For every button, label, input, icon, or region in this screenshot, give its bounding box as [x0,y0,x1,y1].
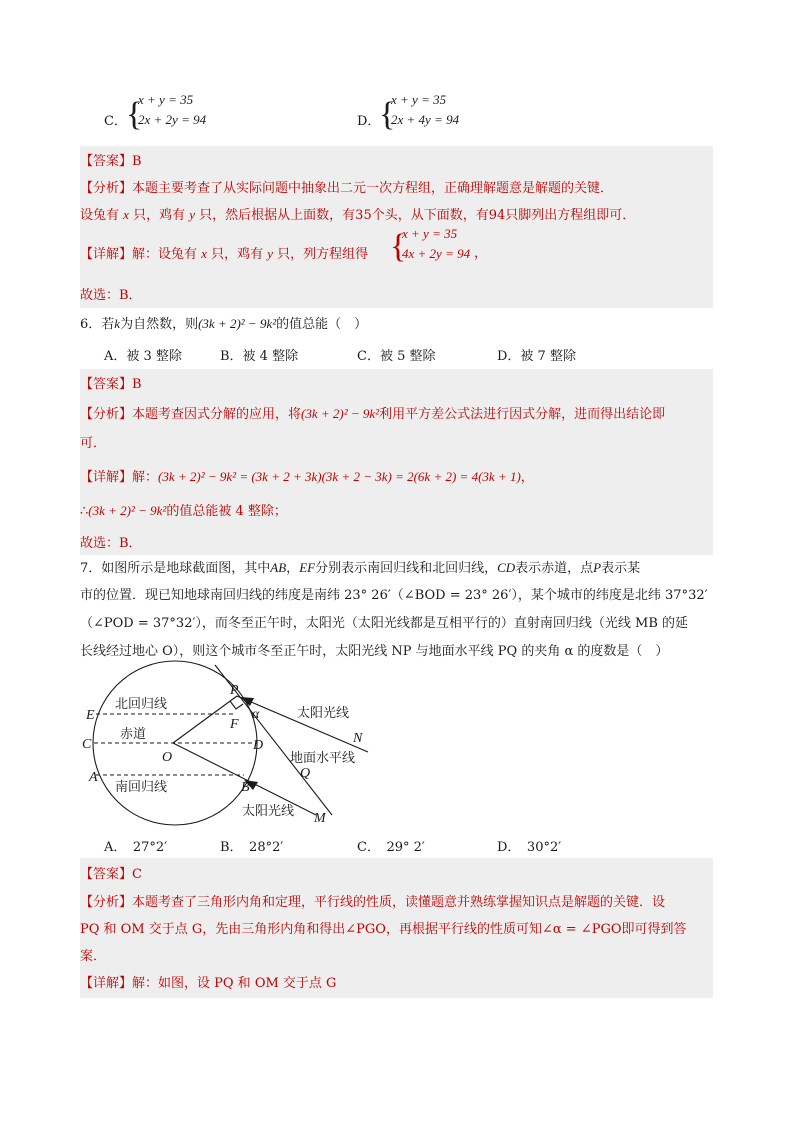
text: 表示某 [601,561,641,576]
detail-tag: 【详解】 [80,247,133,262]
q5-analysis [80,177,613,196]
q6-option-c[interactable]: C．被 5 整除 [357,349,436,364]
text: 的值总能（ ） [276,317,368,332]
var-y: y [267,246,274,261]
text: 解：设兔有 [132,247,198,262]
var-x: x [201,246,207,261]
option-label: D． [357,114,381,129]
text-sun-ray-top: 太阳光线 [297,706,350,721]
segment-ef: EF [299,560,316,575]
q6-therefore [80,500,287,519]
segment-ab: AB [270,560,287,575]
detail-tag: 【详解】 [80,976,133,991]
answer-value: B [132,154,142,169]
equation-2: 4x + 2y = 94 [402,246,471,261]
text: ， [520,470,534,485]
label-d: D [253,738,264,753]
text-north-tropic: 北回归线 [115,697,168,712]
math-expression: (3k + 2)² − 9k² = (3k + 2 + 3k)(3k + 2 − 3k) = 2(6k + 2) = 4(3k + 1) [158,469,521,484]
analysis-tag: 【分析】 [80,895,133,910]
equation-2: 2x + 2y = 94 [138,112,207,127]
answer-tag: 【答案】 [80,377,133,392]
analysis-tag: 【分析】 [80,181,133,196]
q6-analysis-line2: 可． [80,436,107,451]
text: 表示赤道，点 [515,561,594,576]
text: 只脚列出方程组即可． [505,208,636,223]
q7-detail [80,972,336,991]
q6-solution-band [80,369,713,555]
q7-stem-line1 [80,557,640,576]
text: ， [286,561,300,576]
q6-conclusion: 故选：B． [80,536,142,551]
point-p: P [593,560,602,575]
text: 个头，从下面数，有 [371,208,489,223]
label-alpha: α [252,707,260,722]
q5-conclusion: 故选：B． [80,288,142,303]
label-p: P [230,683,239,698]
text: 利用平方差公式法进行因式分解，进而得出结论即 [379,407,666,422]
equation-1: x + y = 35 [138,92,194,107]
equation-1: x + y = 35 [402,226,458,241]
number: 94 [488,208,506,223]
analysis-tag: 【分析】 [80,407,133,422]
text: 的值总能被 4 整除； [166,504,287,519]
brace-glyph: { [126,96,143,133]
label-q: Q [300,766,311,781]
q5-solution-band [80,146,713,308]
text: 解： [132,470,159,485]
answer-tag: 【答案】 [80,867,133,882]
brace-glyph: { [379,96,396,133]
equation-system [379,92,460,133]
q7-answer [80,863,142,882]
text-equator: 赤道 [120,727,147,742]
q7-option-c[interactable]: C． 29° 2′ [357,840,425,855]
text: 只，列方程组得 [277,247,369,262]
number: 35 [355,208,372,223]
q7-stem-line3: （∠POD = 37°32′），而冬至正午时，太阳光（太阳光线都是互相平行的）直射南回归线（光线 MB 的延 [80,616,689,631]
q6-analysis [80,403,665,422]
q7-analysis [80,891,665,910]
segment-cd: CD [497,560,516,575]
text: 解：如图，设 PQ 和 OM 交于点 G [132,976,337,991]
answer-value: C [132,867,142,882]
var-x: x [123,207,129,222]
text-ground-line: 地面水平线 [290,751,356,766]
detail-tag: 【详解】 [80,470,133,485]
text: 只，然后根据从上面数，有 [199,208,356,223]
text: 为自然数，则 [120,317,199,332]
label-e: E [86,708,95,723]
q7-option-d[interactable]: D． 30°2′ [497,840,562,855]
math-expression: (3k + 2)² − 9k² [198,316,277,331]
equation-1: x + y = 35 [391,92,447,107]
line-op [173,696,237,743]
label-a: A [89,770,98,785]
q6-option-a[interactable]: A．被 3 整除 [104,349,182,364]
earth-section-figure [80,660,380,830]
q5-detail-system [390,226,488,265]
text-south-tropic: 南回归线 [115,780,168,795]
text: 只，鸡有 [133,208,186,223]
q7-stem-line2: 市的位置．现已知地球南回归线的纬度是南纬 23° 26′（∠BOD = 23° 26′），某个城市的纬度是北纬 37°32′ [80,588,708,603]
equation-2: 2x + 4y = 94 [391,112,460,127]
q5-detail [80,243,368,262]
text: 设兔有 [80,208,120,223]
text: 本题考查因式分解的应用，将 [132,407,302,422]
var-y: y [189,207,196,222]
label-m: M [314,811,326,826]
text: 7．如图所示是地球截面图，其中 [80,561,271,576]
therefore-symbol: ∴ [80,504,89,519]
analysis-text: 本题主要考查了从实际问题中抽象出二元一次方程组，正确理解题意是解题的关键． [132,181,614,196]
q6-detail [80,466,534,485]
q7-analysis-line2: PQ 和 OM 交于点 G，先由三角形内角和得出∠PGO，再根据平行线的性质可知∠α = ∠PGO即可得到答 [80,922,687,937]
q6-option-d[interactable]: D．被 7 整除 [497,349,576,364]
label-n: N [353,731,363,746]
q7-option-b[interactable]: B． 28°2′ [220,840,284,855]
label-o: O [162,750,173,765]
q6-stem [80,313,367,332]
text-sun-ray-bottom: 太阳光线 [242,804,295,819]
right-angle-mark [230,701,243,709]
q7-stem-line4: 长线经过地心 O），则这个城市冬至正午时，太阳光线 NP 与地面水平线 PQ 的夹角 α 的度数是（ ） [80,644,669,659]
answer-tag: 【答案】 [80,154,133,169]
q6-option-b[interactable]: B．被 4 整除 [220,349,299,364]
math-expression: (3k + 2)² − 9k² [88,503,167,518]
answer-value: B [132,377,142,392]
text: 只，鸡有 [211,247,264,262]
option-label: C． [104,114,127,129]
brace-glyph: { [390,228,407,265]
equation-system [126,92,207,133]
math-expression: (3k + 2)² − 9k² [301,406,380,421]
q5-answer [80,150,142,169]
label-c: C [82,737,92,752]
text: 6．若 [80,317,115,332]
q6-answer [80,373,142,392]
var-k: k [114,316,121,331]
comma: ， [474,246,488,261]
label-f: F [230,717,239,732]
q5-analysis-line2 [80,204,635,223]
q7-option-a[interactable]: A． 27°2′ [104,840,168,855]
q7-analysis-line3: 案． [80,949,107,964]
text: 分别表示南回归线和北回归线， [315,561,498,576]
text: 本题考查了三角形内角和定理，平行线的性质，读懂题意并熟练掌握知识点是解题的关键．设 [132,895,666,910]
label-b: B [241,780,250,795]
